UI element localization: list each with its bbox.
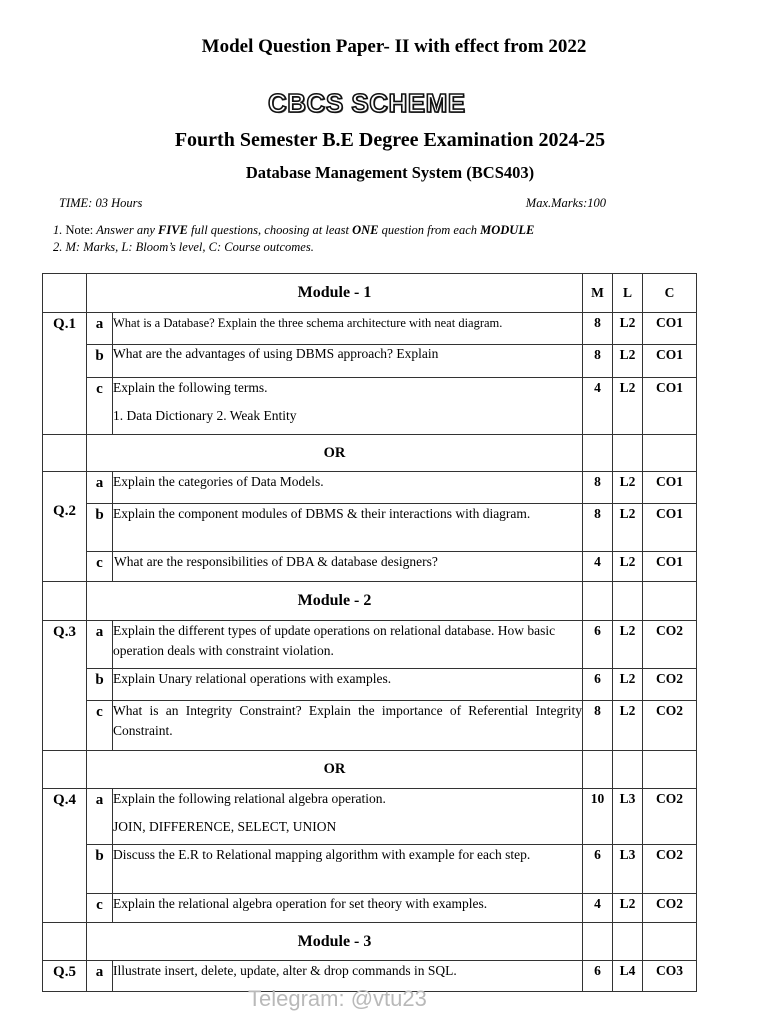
note-2: 2. M: Marks, L: Bloom’s level, C: Course outcomes. [53, 240, 314, 254]
marks-value: 8 [583, 701, 613, 751]
question-number: Q.4 [43, 789, 87, 923]
module-1-header-row [43, 274, 697, 313]
question-text: Discuss the E.R to Relational mapping algorithm with example for each step. [113, 845, 583, 894]
subquestion-label: c [87, 552, 113, 582]
level-value: L2 [613, 378, 643, 435]
subquestion-label: a [87, 472, 113, 504]
exam-duration: TIME: 03 Hours [59, 196, 143, 210]
subquestion-label: a [87, 961, 113, 992]
level-value: L2 [613, 552, 643, 582]
outcome-value: CO1 [643, 313, 697, 345]
exam-title: Fourth Semester B.E Degree Examination 2024-25 [174, 129, 606, 151]
question-text: What is a Database? Explain the three schema architecture with neat diagram. [113, 313, 583, 345]
outcome-value: CO2 [643, 701, 697, 751]
level-value: L3 [613, 789, 643, 845]
subquestion-label: b [87, 504, 113, 552]
subquestion-label: b [87, 845, 113, 894]
or-row [43, 435, 697, 472]
subquestion-label: c [87, 894, 113, 923]
paper-title: Model Question Paper- II with effect from 2022 [201, 36, 587, 57]
marks-value: 8 [583, 313, 613, 345]
question-table [42, 273, 697, 992]
q2c-row [43, 552, 697, 582]
marks-value: 10 [583, 789, 613, 845]
marks-value: 4 [583, 894, 613, 923]
level-value: L2 [613, 669, 643, 701]
question-text: What is an Integrity Constraint? Explain the importance of Referential Integrity Constraint. [113, 701, 583, 751]
level-value: L2 [613, 313, 643, 345]
marks-value: 4 [583, 378, 613, 435]
level-value: L2 [613, 621, 643, 669]
note-1: 1. Note: Answer any FIVE full questions, choosing at least ONE question from each MODULE [53, 223, 535, 237]
marks-value: 6 [583, 961, 613, 992]
q4a-row [43, 789, 697, 845]
marks-value: 6 [583, 669, 613, 701]
level-value: L4 [613, 961, 643, 992]
col-header-level: L [613, 274, 643, 313]
module-3-header-row [43, 923, 697, 961]
or-separator: OR [87, 435, 583, 472]
marks-value: 8 [583, 472, 613, 504]
subject-title: Database Management System (BCS403) [245, 163, 535, 182]
module-2-heading: Module - 2 [87, 582, 583, 621]
outcome-value: CO1 [643, 378, 697, 435]
outcome-value: CO2 [643, 845, 697, 894]
subquestion-label: b [87, 345, 113, 378]
outcome-value: CO2 [643, 789, 697, 845]
outcome-value: CO1 [643, 552, 697, 582]
telegram-watermark: Telegram: @vtu23 [248, 986, 427, 1011]
question-text: Explain the following terms. 1. Data Dictionary 2. Weak Entity [113, 378, 583, 435]
module-2-header-row [43, 582, 697, 621]
q3a-row [43, 621, 697, 669]
q4c-row [43, 894, 697, 923]
question-text: Explain the relational algebra operation for set theory with examples. [113, 894, 583, 923]
instructions [53, 222, 534, 256]
q2b-row [43, 504, 697, 552]
level-value: L2 [613, 701, 643, 751]
outcome-value: CO1 [643, 345, 697, 378]
outcome-value: CO2 [643, 669, 697, 701]
q4b-row [43, 845, 697, 894]
question-text: Explain the following relational algebra operation. JOIN, DIFFERENCE, SELECT, UNION [113, 789, 583, 845]
question-text: Explain the categories of Data Models. [113, 472, 583, 504]
outcome-value: CO2 [643, 894, 697, 923]
q1b-row [43, 345, 697, 378]
q2a-row [43, 472, 697, 504]
level-value: L2 [613, 472, 643, 504]
q3b-row [43, 669, 697, 701]
cbcs-scheme-logo: CBCS SCHEME [268, 88, 466, 118]
subquestion-label: a [87, 621, 113, 669]
marks-value: 6 [583, 845, 613, 894]
question-text: Explain the different types of update operations on relational database. How basic operation deals with constraint violation. [113, 621, 583, 669]
question-number: Q.3 [43, 621, 87, 751]
question-text: What are the advantages of using DBMS approach? Explain [113, 345, 583, 378]
marks-value: 6 [583, 621, 613, 669]
question-text: Explain the component modules of DBMS & their interactions with diagram. [113, 504, 583, 552]
module-3-heading: Module - 3 [87, 923, 583, 961]
subquestion-label: c [87, 701, 113, 751]
question-text: What are the responsibilities of DBA & database designers? [113, 552, 583, 582]
marks-value: 8 [583, 345, 613, 378]
col-header-marks: M [583, 274, 613, 313]
marks-value: 4 [583, 552, 613, 582]
subquestion-label: a [87, 789, 113, 845]
or-row [43, 751, 697, 789]
subquestion-label: c [87, 378, 113, 435]
question-text: Explain Unary relational operations with examples. [113, 669, 583, 701]
q1a-row [43, 313, 697, 345]
module-1-heading: Module - 1 [87, 274, 583, 313]
level-value: L2 [613, 894, 643, 923]
question-number: Q.2 [43, 472, 87, 582]
q3c-row [43, 701, 697, 751]
outcome-value: CO3 [643, 961, 697, 992]
level-value: L3 [613, 845, 643, 894]
level-value: L2 [613, 504, 643, 552]
marks-value: 8 [583, 504, 613, 552]
outcome-value: CO1 [643, 472, 697, 504]
question-number: Q.5 [43, 961, 87, 992]
subquestion-label: a [87, 313, 113, 345]
max-marks: Max.Marks:100 [525, 196, 606, 210]
level-value: L2 [613, 345, 643, 378]
col-header-outcome: C [643, 274, 697, 313]
question-text: Illustrate insert, delete, update, alter & drop commands in SQL. [113, 961, 583, 992]
outcome-value: CO2 [643, 621, 697, 669]
outcome-value: CO1 [643, 504, 697, 552]
subquestion-label: b [87, 669, 113, 701]
question-number: Q.1 [43, 313, 87, 435]
or-separator: OR [87, 751, 583, 789]
q1c-row [43, 378, 697, 435]
